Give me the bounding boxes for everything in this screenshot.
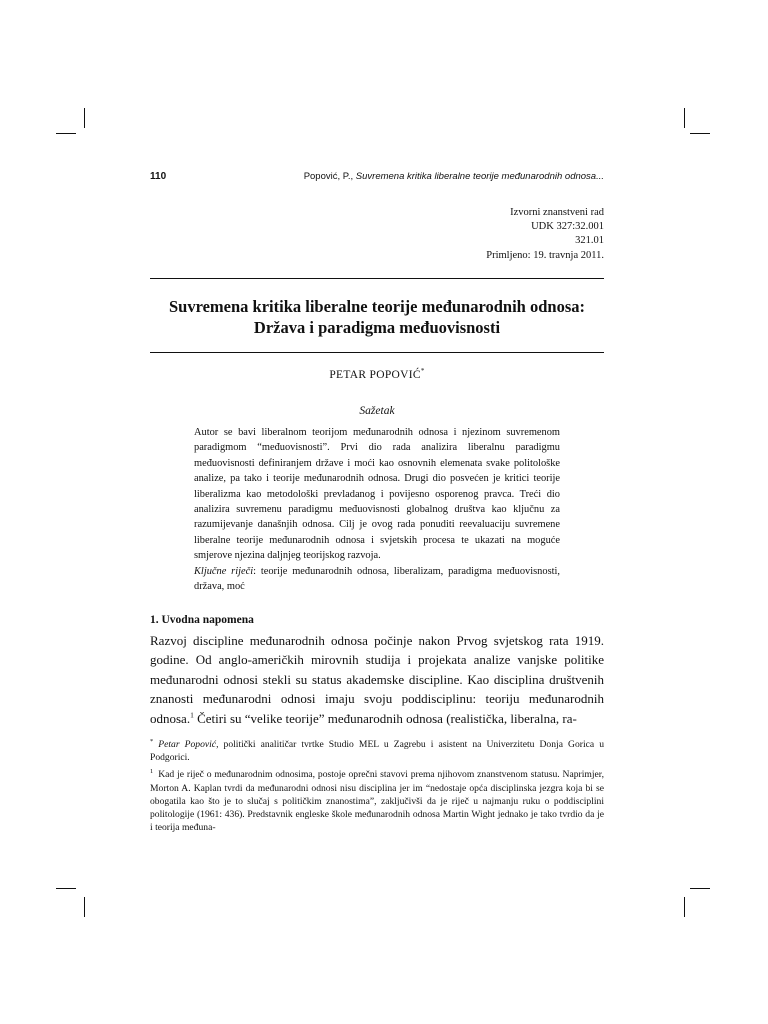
abstract-text: Autor se bavi liberalnom teorijom međunarodnih odnosa i njezinom suvremenom paradigmom “međuovisnosti”. Prvi dio rada analizira liberalnu paradigmu međuovisnosti definiranjem države i moći kao osnovnih elemenata svake politološke analize, pa tako i teorije međunarodnih odnosa. Drugi dio posvećen je kritici teorije liberalizma kao metodološki prevladanog i povijesno osporenog pravca. Treći dio analizira suvremenu paradigmu međuovisnosti globalnog društva kao ključnu za razumijevanje današnjih odnosa. Cilj je ovog rada ponuditi reevaluaciju suvremene liberalne teorije međunarodnih odnosa i svjetskih procesa te ukazati na moguće smjerove njezina daljnjeg teorijskog razvoja. (194, 427, 560, 562)
udk-code-secondary: 321.01 (575, 235, 604, 247)
footnote-author-name: Petar Popović (158, 739, 217, 750)
footnote-reference[interactable]: 1 (190, 710, 194, 720)
article-title-line1: Suvremena kritika liberalne teorije međunarodnih odnosa: (168, 297, 586, 316)
title-rule-bottom (150, 352, 604, 353)
crop-mark (684, 108, 685, 128)
abstract-heading: Sažetak (359, 405, 395, 417)
keywords-label: Ključne riječi (194, 565, 254, 577)
udk-code: UDK 327:32.001 (531, 221, 604, 233)
paragraph-text-2: Četiri su “velike teorije” međunarodnih odnosa (realistička, liberalna, ra- (193, 710, 577, 726)
running-title-text: Suvremena kritika liberalne teorije međunarodnih odnosa... (355, 171, 604, 182)
footnotes (150, 738, 604, 838)
crop-mark (690, 888, 710, 889)
running-title-author: Popović, P., (303, 171, 356, 182)
footnote-author-text: , politički analitičar tvrtke Studio MEL u Zagrebu i asistent na Univerzitetu Donja Gorica u Podgorici. (150, 739, 604, 764)
crop-mark (84, 108, 85, 128)
article-type: Izvorni znanstveni rad (510, 207, 604, 218)
page-number: 110 (150, 171, 167, 182)
keywords-text: : teorije međunarodnih odnosa, liberalizam, paradigma međuovisnosti, država, moć (194, 565, 560, 593)
footnote-mark: * (150, 737, 154, 745)
keywords (194, 564, 560, 595)
section-heading: 1. Uvodna napomena (150, 614, 254, 626)
author-footnote-mark: * (420, 367, 425, 375)
footnote-mark: 1 (150, 768, 154, 776)
crop-mark (56, 133, 76, 134)
footnote-1 (150, 768, 604, 834)
crop-mark (690, 133, 710, 134)
footnote-1-text: Kad je riječ o međunarodnim odnosima, postoje oprečni stavovi prema njihovom znanstvenom statusu. Naprimjer, Morton A. Kaplan tvrdi da međunarodni odnosi nisu disciplina jer im “nedostaje opća disciplinska jezgra koja bi se obogatila kao što je to slučaj s političkim znanostima”, zaključivši da je riječ u najmanju ruku o poddisciplini politologije (1961: 436). Predstavnik engleske škole međunarodnih odnosa Martin Wight jednako je tako tvrdio da je i teorija međuna- (150, 769, 604, 834)
running-title (304, 171, 604, 182)
crop-mark (684, 897, 685, 917)
author-text: PETAR POPOVIĆ (329, 368, 421, 381)
author-name (150, 367, 604, 381)
body-paragraph (150, 631, 604, 728)
article-metadata (486, 206, 604, 263)
received-date: Primljeno: 19. travnja 2011. (486, 249, 604, 261)
footnote-author (150, 738, 604, 764)
crop-mark (56, 888, 76, 889)
article-title-line2: Država i paradigma međuovisnosti (253, 318, 501, 337)
title-rule-top (150, 278, 604, 279)
article-title (150, 296, 604, 338)
paragraph-text-1: Razvoj discipline međunarodnih odnosa počinje nakon Prvog svjetskog rata 1919. godine. Od anglo-američkih mirovnih studija i projekata analize vanjske politike međunarodni odnosi stekli su status akademske discipline. Kao disciplina društvenih znanosti međunarodni odnosi imaju svoju poddisciplinu: teoriju međunarodnih odnosa. (150, 633, 604, 726)
abstract (194, 425, 560, 594)
crop-mark (84, 897, 85, 917)
